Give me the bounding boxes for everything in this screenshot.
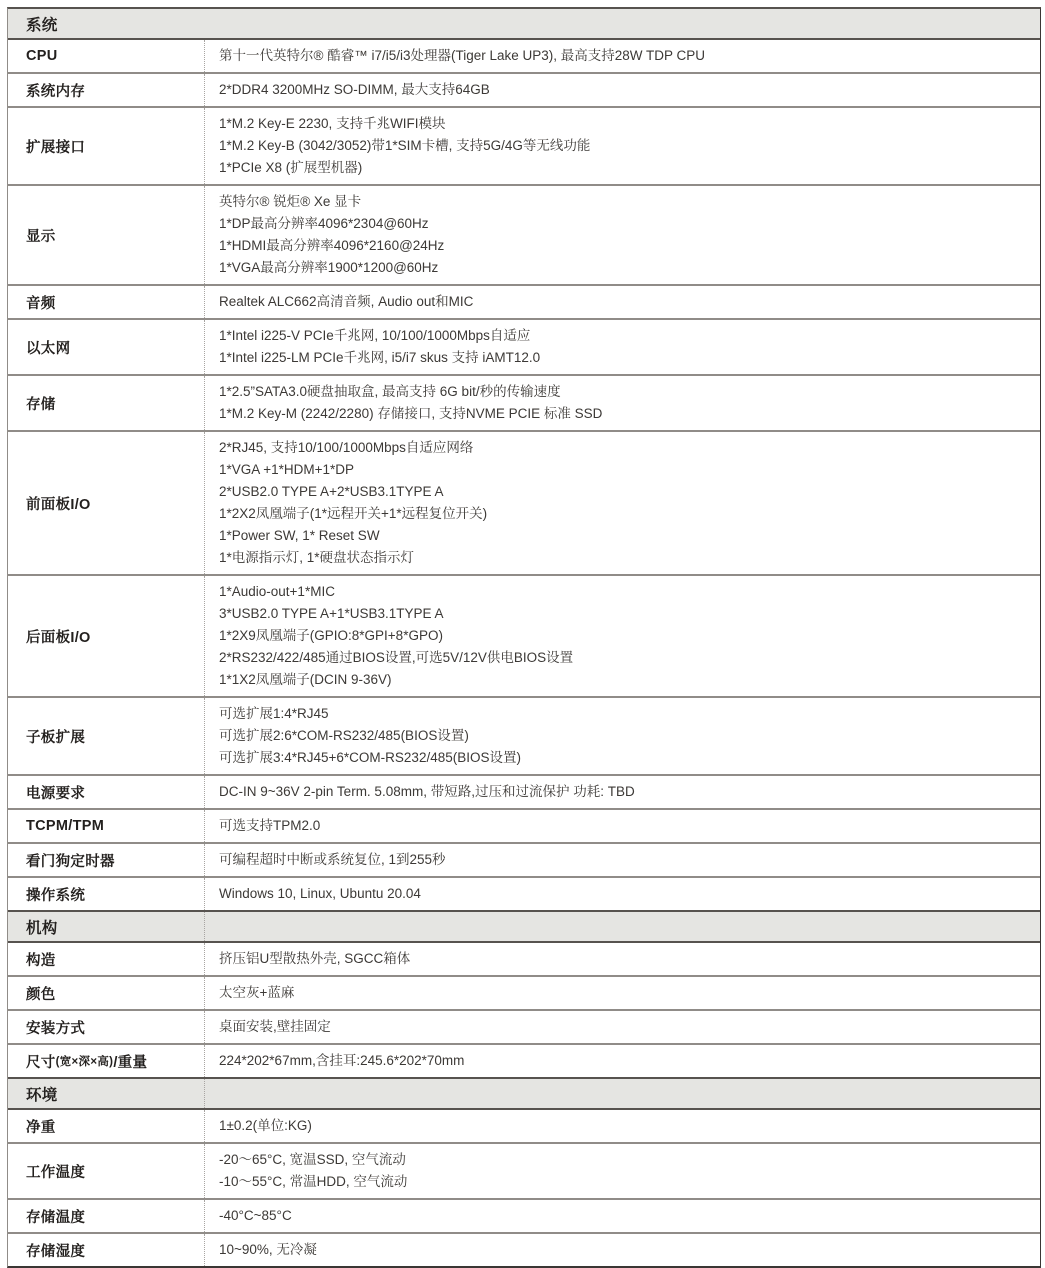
- row-values: [204, 943, 1040, 975]
- row-value-line: -20～65°C, 宽温SSD, 空气流动: [219, 1152, 406, 1167]
- row-values: [204, 977, 1040, 1009]
- row-value-line: 可编程超时中断或系统复位, 1到255秒: [219, 852, 446, 867]
- row-values: [204, 878, 1040, 910]
- table-row: [8, 1009, 1040, 1043]
- row-label: 看门狗定时器: [26, 853, 115, 870]
- row-label: 尺寸 (宽×深×高) /重量: [26, 1054, 148, 1071]
- table-row: [8, 808, 1040, 842]
- row-value-line: 10~90%, 无冷凝: [219, 1242, 317, 1257]
- row-values: [204, 1011, 1040, 1043]
- row-value-line: 1*2X9凤凰端子(GPIO:8*GPI+8*GPO): [219, 628, 443, 643]
- section-header-row: [8, 1077, 1040, 1108]
- table-row: [8, 774, 1040, 808]
- row-value-line: 2*USB2.0 TYPE A+2*USB3.1TYPE A: [219, 484, 444, 499]
- row-values: [204, 576, 1040, 696]
- row-value-line: 1*Intel i225-V PCIe千兆网, 10/100/1000Mbps自适应: [219, 328, 531, 343]
- row-value-line: 224*202*67mm,含挂耳:245.6*202*70mm: [219, 1053, 465, 1068]
- section-title: 系统: [26, 16, 58, 34]
- row-values: [204, 432, 1040, 574]
- row-label: 后面板I/O: [26, 629, 91, 646]
- row-value-line: 第十一代英特尔® 酷睿™ i7/i5/i3处理器(Tiger Lake UP3), 最高支持28W TDP CPU: [219, 48, 706, 63]
- section-header-row: [8, 9, 1040, 38]
- row-label: 存储湿度: [26, 1243, 86, 1260]
- row-values: [204, 810, 1040, 842]
- row-label: 以太网: [26, 340, 71, 357]
- section-title: 机构: [26, 919, 58, 937]
- row-label: 构造: [26, 952, 56, 969]
- section-spacer: [204, 912, 1040, 941]
- row-value-line: 1*1X2凤凰端子(DCIN 9-36V): [219, 672, 392, 687]
- table-row: [8, 876, 1040, 910]
- row-values: [204, 108, 1040, 184]
- row-value-line: 可选扩展2:6*COM-RS232/485(BIOS设置): [219, 728, 469, 743]
- row-values: [204, 844, 1040, 876]
- row-value-line: 桌面安装,壁挂固定: [219, 1019, 331, 1034]
- row-label: 存储温度: [26, 1209, 86, 1226]
- row-label: 净重: [26, 1119, 56, 1136]
- table-row: [8, 374, 1040, 430]
- row-label: 显示: [26, 228, 56, 245]
- row-value-line: 1*M.2 Key-B (3042/3052)带1*SIM卡槽, 支持5G/4G等无线功能: [219, 138, 591, 153]
- row-label: 电源要求: [26, 785, 86, 802]
- row-values: [204, 286, 1040, 318]
- row-label: 存储: [26, 396, 56, 413]
- section-header-row: [8, 910, 1040, 941]
- row-value-line: 英特尔® 锐炬® Xe 显卡: [219, 194, 362, 209]
- row-value-line: 挤压铝U型散热外壳, SGCC箱体: [219, 951, 411, 966]
- table-row: [8, 184, 1040, 284]
- spec-table: [7, 7, 1041, 1268]
- row-values: [204, 376, 1040, 430]
- table-row: [8, 1043, 1040, 1077]
- row-value-line: 1*DP最高分辨率4096*2304@60Hz: [219, 216, 429, 231]
- table-row: [8, 1108, 1040, 1142]
- row-label: 操作系统: [26, 887, 86, 904]
- row-value-line: 1*Intel i225-LM PCIe千兆网, i5/i7 skus 支持 iAMT12.0: [219, 350, 541, 365]
- row-label: TCPM/TPM: [26, 818, 105, 834]
- row-value-line: 1*HDMI最高分辨率4096*2160@24Hz: [219, 238, 445, 253]
- row-value-line: 可选支持TPM2.0: [219, 818, 321, 833]
- row-value-line: 3*USB2.0 TYPE A+1*USB3.1TYPE A: [219, 606, 444, 621]
- row-values: [204, 1144, 1040, 1198]
- row-values: [204, 40, 1040, 72]
- row-value-line: Windows 10, Linux, Ubuntu 20.04: [219, 886, 421, 901]
- section-spacer: [204, 1079, 1040, 1108]
- section-spacer: [204, 9, 1040, 38]
- row-values: [204, 1110, 1040, 1142]
- row-label: 系统内存: [26, 83, 86, 100]
- row-value-line: 2*RS232/422/485通过BIOS设置,可选5V/12V供电BIOS设置: [219, 650, 574, 665]
- row-value-line: 1±0.2(单位:KG): [219, 1118, 312, 1133]
- table-row: [8, 38, 1040, 72]
- table-row: [8, 975, 1040, 1009]
- row-values: [204, 1200, 1040, 1232]
- row-value-line: 1*M.2 Key-M (2242/2280) 存储接口, 支持NVME PCIE 标准 SSD: [219, 406, 603, 421]
- table-row: [8, 318, 1040, 374]
- row-label: 颜色: [26, 986, 56, 1003]
- row-value-line: 2*DDR4 3200MHz SO-DIMM, 最大支持64GB: [219, 82, 490, 97]
- row-value-line: 1*2.5”SATA3.0硬盘抽取盒, 最高支持 6G bit/秒的传输速度: [219, 384, 561, 399]
- table-row: [8, 1198, 1040, 1232]
- row-value-line: 1*2X2凤凰端子(1*远程开关+1*远程复位开关): [219, 506, 488, 521]
- row-label: 子板扩展: [26, 729, 86, 746]
- row-value-line: 1*M.2 Key-E 2230, 支持千兆WIFI模块: [219, 116, 446, 131]
- section-title: 环境: [26, 1086, 58, 1104]
- table-row: [8, 72, 1040, 106]
- row-values: [204, 186, 1040, 284]
- table-row: [8, 574, 1040, 696]
- row-label: CPU: [26, 48, 58, 64]
- row-value-line: 2*RJ45, 支持10/100/1000Mbps自适应网络: [219, 440, 474, 455]
- row-value-line: 1*Power SW, 1* Reset SW: [219, 528, 380, 543]
- table-row: [8, 842, 1040, 876]
- row-label: 安装方式: [26, 1020, 86, 1037]
- row-values: [204, 74, 1040, 106]
- row-label: 音频: [26, 295, 56, 312]
- row-values: [204, 776, 1040, 808]
- row-value-line: 1*PCIe X8 (扩展型机器): [219, 160, 363, 175]
- row-value-line: -40°C~85°C: [219, 1208, 292, 1223]
- row-label: 工作温度: [26, 1164, 86, 1181]
- table-row: [8, 284, 1040, 318]
- row-value-line: -10～55°C, 常温HDD, 空气流动: [219, 1174, 408, 1189]
- row-values: [204, 320, 1040, 374]
- row-value-line: DC-IN 9~36V 2-pin Term. 5.08mm, 带短路,过压和过流保护 功耗: TBD: [219, 784, 635, 799]
- row-value-line: 可选扩展1:4*RJ45: [219, 706, 329, 721]
- row-value-line: Realtek ALC662高清音频, Audio out和MIC: [219, 294, 474, 309]
- row-label: 扩展接口: [26, 139, 86, 156]
- row-value-line: 1*VGA +1*HDM+1*DP: [219, 462, 355, 477]
- row-label: 前面板I/O: [26, 496, 91, 513]
- row-value-line: 太空灰+蓝麻: [219, 985, 295, 1000]
- table-row: [8, 941, 1040, 975]
- row-value-line: 1*VGA最高分辨率1900*1200@60Hz: [219, 260, 439, 275]
- row-value-line: 1*Audio-out+1*MIC: [219, 584, 335, 599]
- row-values: [204, 698, 1040, 774]
- table-row: [8, 430, 1040, 574]
- table-row: [8, 1232, 1040, 1266]
- table-row: [8, 696, 1040, 774]
- row-values: [204, 1045, 1040, 1077]
- table-row: [8, 106, 1040, 184]
- row-value-line: 1*电源指示灯, 1*硬盘状态指示灯: [219, 550, 415, 565]
- row-values: [204, 1234, 1040, 1266]
- table-row: [8, 1142, 1040, 1198]
- row-value-line: 可选扩展3:4*RJ45+6*COM-RS232/485(BIOS设置): [219, 750, 521, 765]
